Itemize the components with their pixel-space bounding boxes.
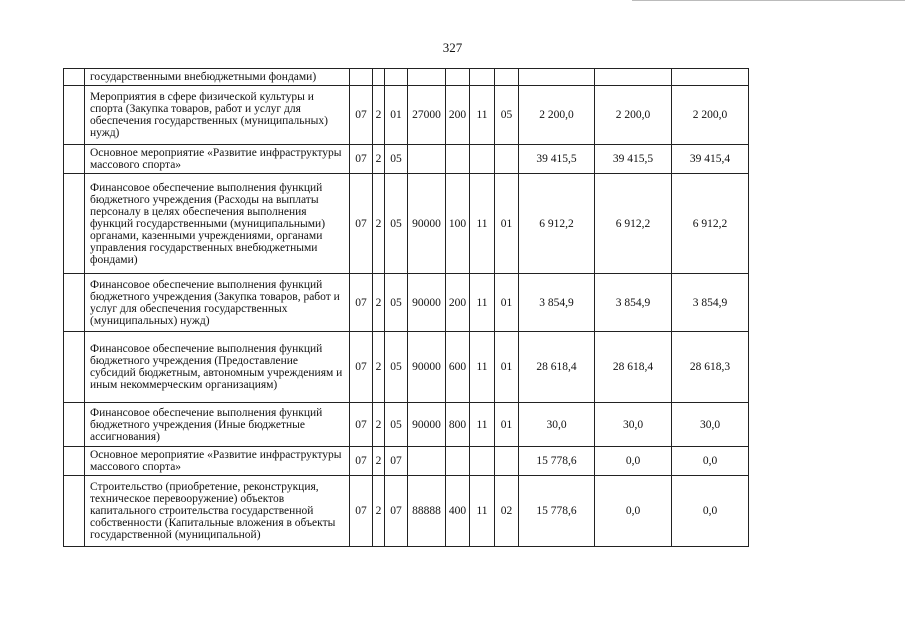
code-program: 2 bbox=[373, 332, 385, 403]
code-ministry: 07 bbox=[350, 174, 373, 274]
code-section bbox=[470, 69, 495, 86]
code-program: 2 bbox=[373, 145, 385, 174]
amount-year-2: 28 618,4 bbox=[595, 332, 672, 403]
code-ministry: 07 bbox=[350, 403, 373, 447]
blank-cell bbox=[64, 274, 85, 332]
code-section: 11 bbox=[470, 274, 495, 332]
amount-year-1: 2 200,0 bbox=[519, 86, 595, 145]
code-section: 11 bbox=[470, 86, 495, 145]
code-program bbox=[373, 69, 385, 86]
code-subprogram: 05 bbox=[385, 403, 408, 447]
code-expense-type: 200 bbox=[446, 274, 470, 332]
code-program: 2 bbox=[373, 86, 385, 145]
code-expense-type bbox=[446, 447, 470, 476]
scan-edge-line bbox=[632, 0, 905, 1]
table-row bbox=[64, 447, 749, 476]
amount-year-3: 3 854,9 bbox=[672, 274, 749, 332]
amount-year-3: 0,0 bbox=[672, 476, 749, 547]
code-subprogram bbox=[385, 69, 408, 86]
code-subprogram: 07 bbox=[385, 447, 408, 476]
table-row bbox=[64, 274, 749, 332]
code-ministry: 07 bbox=[350, 274, 373, 332]
code-subsection: 01 bbox=[495, 174, 519, 274]
amount-year-3: 30,0 bbox=[672, 403, 749, 447]
code-program: 2 bbox=[373, 476, 385, 547]
amount-year-3: 6 912,2 bbox=[672, 174, 749, 274]
code-expense-type: 400 bbox=[446, 476, 470, 547]
amount-year-3: 28 618,3 bbox=[672, 332, 749, 403]
blank-cell bbox=[64, 447, 85, 476]
code-ministry bbox=[350, 69, 373, 86]
amount-year-1: 3 854,9 bbox=[519, 274, 595, 332]
code-section: 11 bbox=[470, 403, 495, 447]
code-subsection: 01 bbox=[495, 332, 519, 403]
code-subprogram: 07 bbox=[385, 476, 408, 547]
table-row bbox=[64, 145, 749, 174]
amount-year-3: 2 200,0 bbox=[672, 86, 749, 145]
code-expense-type bbox=[446, 69, 470, 86]
table-row bbox=[64, 403, 749, 447]
code-section: 11 bbox=[470, 174, 495, 274]
code-subprogram: 05 bbox=[385, 174, 408, 274]
code-direction: 88888 bbox=[408, 476, 446, 547]
amount-year-1: 28 618,4 bbox=[519, 332, 595, 403]
code-ministry: 07 bbox=[350, 476, 373, 547]
blank-cell bbox=[64, 403, 85, 447]
row-description: Финансовое обеспечение выполнения функций бюджетного учреждения (Предоставление субсидий бюджетным, автономным учреждениям и иным некоммерческим организациям) bbox=[85, 332, 350, 403]
code-subsection bbox=[495, 145, 519, 174]
row-description: Финансовое обеспечение выполнения функций бюджетного учреждения (Расходы на выплаты персоналу в целях обеспечения выполнения функций государственными (муниципальными) органами, казенными учреждениями, органами управления государственных внебюджетными фондами) bbox=[85, 174, 350, 274]
amount-year-2: 39 415,5 bbox=[595, 145, 672, 174]
code-direction: 90000 bbox=[408, 332, 446, 403]
code-direction bbox=[408, 145, 446, 174]
code-section bbox=[470, 145, 495, 174]
table-row bbox=[64, 174, 749, 274]
code-ministry: 07 bbox=[350, 447, 373, 476]
code-direction: 90000 bbox=[408, 274, 446, 332]
table-row bbox=[64, 69, 749, 86]
blank-cell bbox=[64, 69, 85, 86]
amount-year-1: 39 415,5 bbox=[519, 145, 595, 174]
code-program: 2 bbox=[373, 447, 385, 476]
table-row bbox=[64, 476, 749, 547]
code-program: 2 bbox=[373, 174, 385, 274]
code-subsection: 05 bbox=[495, 86, 519, 145]
blank-cell bbox=[64, 332, 85, 403]
code-expense-type: 800 bbox=[446, 403, 470, 447]
row-description: государственными внебюджетными фондами) bbox=[85, 69, 350, 86]
row-description: Финансовое обеспечение выполнения функций бюджетного учреждения (Закупка товаров, работ и услуг для обеспечения государственных (муниципальных) нужд) bbox=[85, 274, 350, 332]
code-subsection: 01 bbox=[495, 274, 519, 332]
code-direction: 90000 bbox=[408, 403, 446, 447]
code-subsection bbox=[495, 69, 519, 86]
code-subprogram: 05 bbox=[385, 145, 408, 174]
amount-year-1: 6 912,2 bbox=[519, 174, 595, 274]
code-subprogram: 05 bbox=[385, 274, 408, 332]
amount-year-2: 6 912,2 bbox=[595, 174, 672, 274]
row-description: Мероприятия в сфере физической культуры и спорта (Закупка товаров, работ и услуг для обеспечения государственных (муниципальных) нужд) bbox=[85, 86, 350, 145]
code-expense-type: 100 bbox=[446, 174, 470, 274]
row-description: Основное мероприятие «Развитие инфраструктуры массового спорта» bbox=[85, 447, 350, 476]
code-program: 2 bbox=[373, 403, 385, 447]
code-ministry: 07 bbox=[350, 332, 373, 403]
code-expense-type bbox=[446, 145, 470, 174]
amount-year-1 bbox=[519, 69, 595, 86]
row-description: Финансовое обеспечение выполнения функций бюджетного учреждения (Иные бюджетные ассигнования) bbox=[85, 403, 350, 447]
code-subsection bbox=[495, 447, 519, 476]
code-direction: 27000 bbox=[408, 86, 446, 145]
amount-year-2: 2 200,0 bbox=[595, 86, 672, 145]
amount-year-2: 0,0 bbox=[595, 476, 672, 547]
code-direction bbox=[408, 447, 446, 476]
code-expense-type: 600 bbox=[446, 332, 470, 403]
row-description: Строительство (приобретение, реконструкция, техническое перевооружение) объектов капитального строительства государственной собственности (Капитальные вложения в объекты государственной (муниципальной) bbox=[85, 476, 350, 547]
code-subsection: 02 bbox=[495, 476, 519, 547]
budget-table bbox=[63, 68, 749, 547]
amount-year-3 bbox=[672, 69, 749, 86]
amount-year-1: 15 778,6 bbox=[519, 447, 595, 476]
blank-cell bbox=[64, 86, 85, 145]
page-number: 327 bbox=[442, 40, 463, 55]
amount-year-2: 0,0 bbox=[595, 447, 672, 476]
code-section bbox=[470, 447, 495, 476]
blank-cell bbox=[64, 145, 85, 174]
code-section: 11 bbox=[470, 476, 495, 547]
table-row bbox=[64, 86, 749, 145]
code-subsection: 01 bbox=[495, 403, 519, 447]
amount-year-2 bbox=[595, 69, 672, 86]
amount-year-3: 39 415,4 bbox=[672, 145, 749, 174]
code-subprogram: 05 bbox=[385, 332, 408, 403]
table-row bbox=[64, 332, 749, 403]
code-direction: 90000 bbox=[408, 174, 446, 274]
code-section: 11 bbox=[470, 332, 495, 403]
amount-year-2: 30,0 bbox=[595, 403, 672, 447]
code-direction bbox=[408, 69, 446, 86]
code-ministry: 07 bbox=[350, 145, 373, 174]
amount-year-3: 0,0 bbox=[672, 447, 749, 476]
code-subprogram: 01 bbox=[385, 86, 408, 145]
amount-year-1: 15 778,6 bbox=[519, 476, 595, 547]
blank-cell bbox=[64, 174, 85, 274]
amount-year-2: 3 854,9 bbox=[595, 274, 672, 332]
code-ministry: 07 bbox=[350, 86, 373, 145]
code-expense-type: 200 bbox=[446, 86, 470, 145]
blank-cell bbox=[64, 476, 85, 547]
row-description: Основное мероприятие «Развитие инфраструктуры массового спорта» bbox=[85, 145, 350, 174]
code-program: 2 bbox=[373, 274, 385, 332]
amount-year-1: 30,0 bbox=[519, 403, 595, 447]
